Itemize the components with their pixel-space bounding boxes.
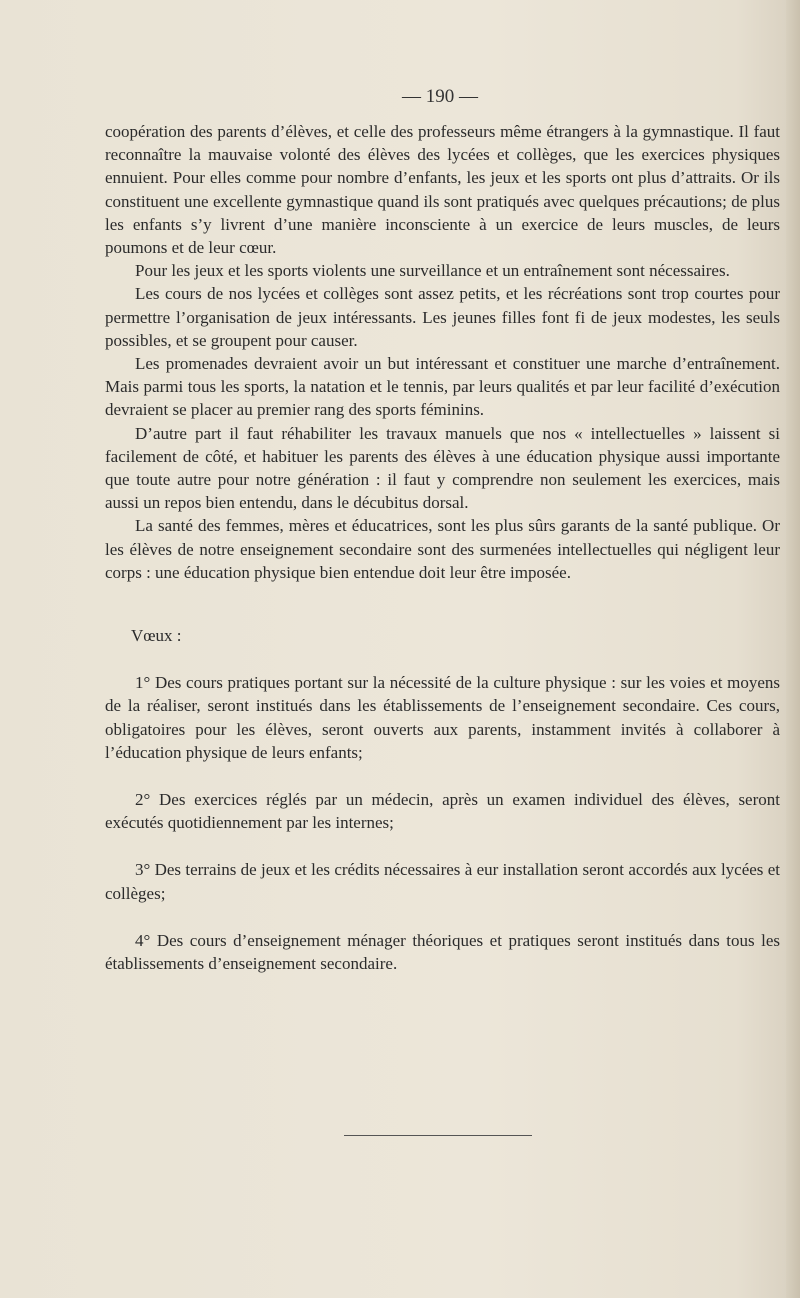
wish-item-3: 3° Des terrains de jeux et les crédits nécessaires à eur installation seront accordés aux lycées et collèges; <box>105 860 780 903</box>
end-rule-divider <box>344 1135 532 1136</box>
paragraph: La santé des femmes, mères et éducatrices, sont les plus sûrs garants de la santé publique. Or les élèves de notre enseignement secondaire sont des surmenées intellectuelles qui négligent leur corps : une éducation physique bien entendue doit leur être imposée. <box>105 516 780 582</box>
wish-item-1: 1° Des cours pratiques portant sur la nécessité de la culture physique : sur les voies et moyens de la réaliser, seront institués dans les établissements de l’enseignement secondaire. Ces cours, obligatoires pour les élèves, seront ouverts aux parents, instamment invités à collaborer à l’éducation physique de leurs enfants; <box>105 673 780 762</box>
paragraph: coopération des parents d’élèves, et celle des professeurs même étrangers à la gymnastique. Il faut reconnaître la mauvaise volonté des élèves des lycées et collèges, que les exercices physiques ennuient. Pour elles comme pour nombre d’enfants, les jeux et les sports ont plus d’attraits. Or ils constituent une excellente gymnastique quand ils sont pratiqués avec quelques précautions; de plus les enfants s’y livrent d’une manière inconsciente à un exercice de leurs muscles, de leurs poumons et de leur cœur. <box>105 122 780 258</box>
paragraph: Les promenades devraient avoir un but intéressant et constituer une marche d’entraînement. Mais parmi tous les sports, la natation et le tennis, par leurs qualités et par leur facilité d’exécution devraient se placer au premier rang des sports féminins. <box>105 354 780 420</box>
page-spine-shadow <box>786 0 800 1298</box>
paragraph: Pour les jeux et les sports violents une surveillance et un entraînement sont nécessaires. <box>135 261 730 281</box>
body-text <box>105 120 780 975</box>
paragraph: Les cours de nos lycées et collèges sont assez petits, et les récréations sont trop courtes pour permettre l’organisation de jeux intéressants. Les jeunes filles font fi de jeux modestes, les seuls possibles, et se groupent pour causer. <box>105 284 780 350</box>
voeux-heading: Vœux : <box>131 626 182 646</box>
wish-item-4: 4° Des cours d’enseignement ménager théoriques et pratiques seront institués dans tous les établissements d’enseignement secondaire. <box>105 930 780 974</box>
page-number: — 190 — <box>402 86 478 107</box>
paragraph: D’autre part il faut réhabiliter les travaux manuels que nos « intellectuelles » laissent si facilement de côté, et habituer les parents des élèves à une éducation physique aussi importante que toute autre pour notre génération : il faut y comprendre non seulement les exercices, mais aussi un repos bien entendu, dans le décubitus dorsal. <box>105 423 780 513</box>
wish-item-2: 2° Des exercices réglés par un médecin, après un examen individuel des élèves, seront exécutés quotidiennement par les internes; <box>105 790 780 833</box>
